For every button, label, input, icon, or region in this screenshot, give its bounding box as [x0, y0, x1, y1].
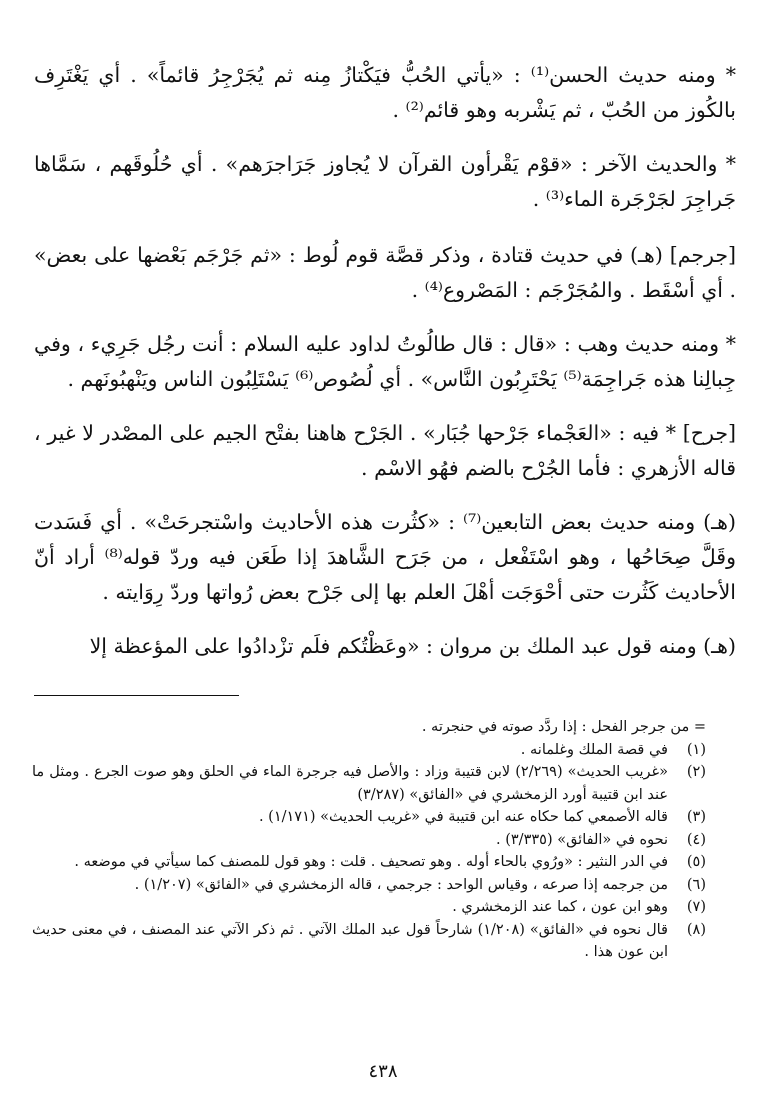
footnote-number: (٢) — [686, 764, 706, 780]
footnote-number: (٧) — [686, 899, 706, 915]
paragraph-hasan-hadith: * ومنه حديث الحسن⁽¹⁾ : «يأتي الحُبُّ فيَكْتازُ مِنه ثم يُجَرْجِرُ قائماً» . أي يَغْتَرِف بالكُوز من الحُبّ ، ثم يَشْربه وهو قائم⁽²⁾ . — [34, 63, 736, 122]
paragraph-entry-jarh: [جرح] * فيه : «العَجْماء جَرْحها جُبَار» . الجَرْح هاهنا بفتْح الجيم على المصْدر لا غير ، قاله الأزهري : فأما الجُرْح بالضم فهُو الاسْم . — [34, 421, 736, 480]
footnote-item — [32, 761, 706, 806]
footnote-text: نحوه في «الفائق» (٣/٣٣٥) . — [496, 831, 668, 848]
paragraph-wahb-hadith: * ومنه حديث وهب : «قال : قال طالُوتُ لداود عليه السلام : أنت رجُل جَرِيء ، وفي جِبالِنا هذه جَراجِمَة⁽⁵⁾ يَحْتَرِبُون النَّاس» . أي لُصُوص⁽⁶⁾ يَسْتَلِبُون الناس ويَنْهبُونَهم . — [34, 332, 736, 391]
paragraph-other-hadith: * والحديث الآخر : «قوْم يَقْرأون القرآن لا يُجاوز جَرَاجرَهم» . أي حُلُوقَهم ، سَمَّاها جَراجِرَ لجَرْجَرة الماء⁽³⁾ . — [34, 152, 736, 211]
paragraph-tabiin-hadith: (هـ) ومنه حديث بعض التابعين⁽⁷⁾ : «كثُرت هذه الأحاديث واسْتجرحَتْ» . أي فَسَدت وقَلَّ صِحَاحُها ، وهو اسْتَفْعل ، من جَرَح الشَّاهدَ إذا طَعَن فيه وردّ قوله⁽⁸⁾ أراد أنّ الأحاديث كَثُرت حتى أحْوَجَت أهْلَ العلم بها إلى جَرْح بعض رُواتها وردّ رِوَايته . — [34, 510, 736, 604]
footnote-number: (٥) — [686, 854, 706, 870]
footnote-text: قال نحوه في «الفائق» (١/٢٠٨) شارحاً قول عبد الملك الآتي . ثم ذكر الآتي عند المصنف ، في معنى حديث ابن عون هذا . — [32, 921, 668, 960]
footnote-text: في الدر النثير : «ورُوي بالحاء أوله . وهو تصحيف . قلت : وهو قول للمصنف كما سيأتي في موضعه . — [74, 854, 668, 870]
footnote-item — [32, 829, 706, 852]
page-number: ٤٣٨ — [368, 1061, 398, 1082]
footnote-item — [32, 896, 706, 919]
footnote-text: من جرجمه إذا صرعه ، وقياس الواحد : جرجمي ، قاله الزمخشري في «الفائق» (١/٢٠٧) . — [134, 876, 668, 893]
footnote-item — [32, 739, 706, 762]
footnote-divider — [34, 695, 239, 696]
footnote-number: (٤) — [686, 831, 706, 848]
footnote-number: (٨) — [686, 921, 706, 938]
footnote-item — [32, 851, 706, 874]
footnote-continuation: = من جرجر الفحل : إذا ردَّد صوته في حنجرته . — [421, 719, 706, 735]
footnotes — [32, 716, 706, 964]
footnote-item — [32, 919, 706, 964]
paragraph-entry-jarjam: [جرجم] (هـ) في حديث قتادة ، وذكر قصَّة قوم لُوط : «ثم جَرْجَم بَعْضها على بعض» . أي أسْقَط . والمُجَرْجَم : المَصْروع⁽⁴⁾ . — [34, 243, 736, 302]
main-text — [34, 58, 736, 683]
footnote-number: (٣) — [686, 809, 706, 825]
footnote-item — [32, 874, 706, 897]
footnote-text: قاله الأصمعي كما حكاه عنه ابن قتيبة في «غريب الحديث» (١/١٧١) . — [258, 809, 668, 825]
footnote-number: (١) — [686, 741, 706, 758]
footnote-text: «غريب الحديث» (٢/٢٦٩) لابن قتيبة وزاد : والأصل فيه جرجرة الماء في الحلق وهو صوت الجرع . ومثل ما عند ابن قتيبة أورد الزمخشري في «الفائق» (٣/٢٨٧) — [32, 764, 668, 803]
paragraph-abdulmalik-saying: (هـ) ومنه قول عبد الملك بن مروان : «وعَظْتُكم فلَم تزْدادُوا على المؤعظة إلا — [89, 634, 736, 658]
footnote-text: في قصة الملك وغلمانه . — [520, 741, 668, 758]
footnote-text: وهو ابن عون ، كما عند الزمخشري . — [452, 899, 668, 915]
footnote-number: (٦) — [686, 876, 706, 893]
footnote-item — [32, 806, 706, 829]
